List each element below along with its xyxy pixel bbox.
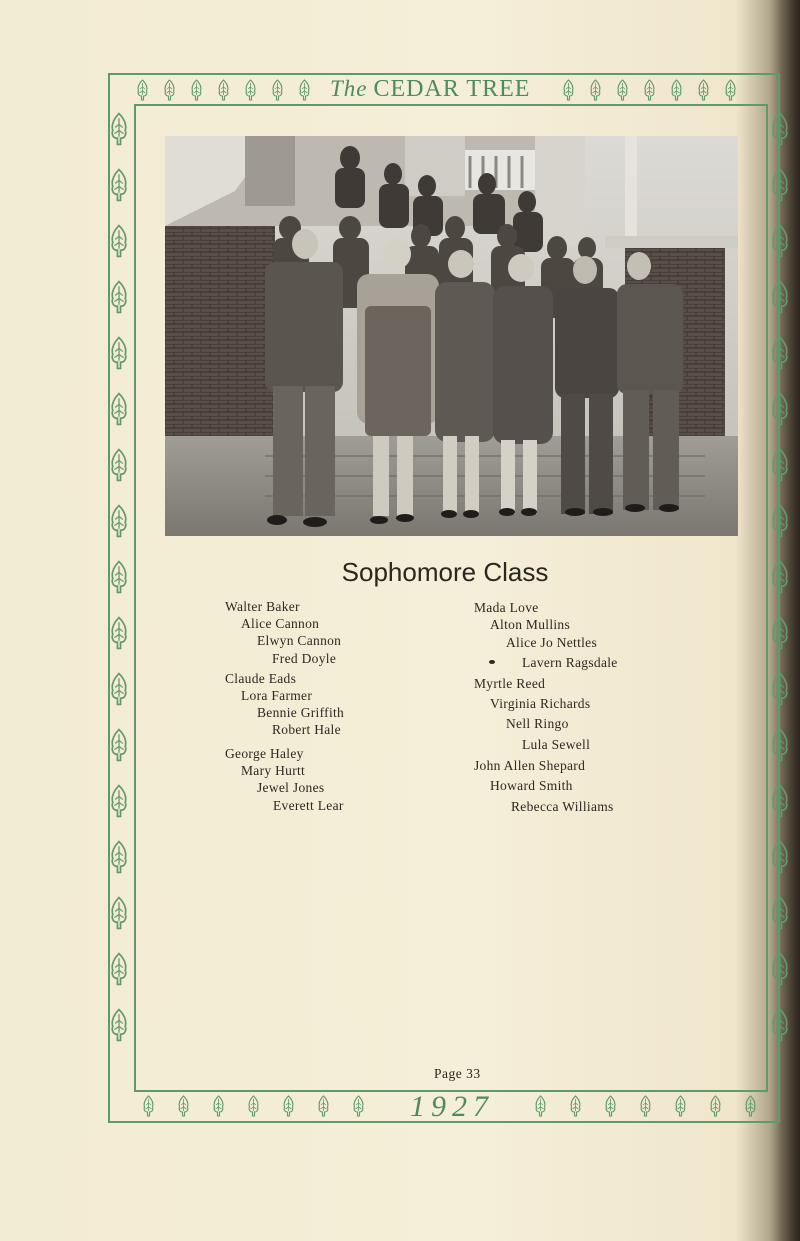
cedar-tree-icon (770, 336, 790, 370)
student-name: Alice Cannon (241, 616, 320, 631)
student-name: Howard Smith (490, 778, 573, 793)
student-name: Everett Lear (273, 798, 344, 813)
student-name: Bennie Griffith (257, 705, 345, 720)
cedar-tree-icon (674, 1095, 687, 1117)
cedar-tree-icon (109, 616, 129, 650)
cedar-tree-icon (770, 392, 790, 426)
bottom-right-ornaments (534, 1095, 757, 1117)
cedar-tree-icon (639, 1095, 652, 1117)
cedar-tree-icon (770, 728, 790, 762)
class-group-photo (165, 136, 738, 536)
cedar-tree-icon (109, 224, 129, 258)
cedar-tree-icon (109, 168, 129, 202)
student-name: Elwyn Cannon (257, 633, 342, 648)
student-name: Walter Baker (225, 599, 300, 614)
cedar-tree-icon (109, 504, 129, 538)
cedar-tree-icon (244, 79, 257, 101)
cedar-tree-icon (177, 1095, 190, 1117)
cedar-tree-icon (643, 79, 656, 101)
cedar-tree-icon (109, 280, 129, 314)
student-name: Virginia Richards (490, 696, 591, 711)
cedar-tree-icon (604, 1095, 617, 1117)
cedar-tree-icon (163, 79, 176, 101)
bottom-left-ornaments (142, 1095, 365, 1117)
cedar-tree-icon (109, 896, 129, 930)
student-name: Lora Farmer (241, 688, 313, 703)
page-title: Sophomore Class (341, 557, 549, 587)
cedar-tree-icon (352, 1095, 365, 1117)
cedar-tree-icon (770, 672, 790, 706)
cedar-tree-icon (562, 79, 575, 101)
cedar-tree-icon (697, 79, 710, 101)
cedar-tree-icon (770, 784, 790, 818)
cedar-tree-icon (616, 79, 629, 101)
cedar-tree-icon (109, 336, 129, 370)
student-name: Claude Eads (225, 671, 297, 686)
cedar-tree-icon (770, 168, 790, 202)
cedar-tree-icon (109, 112, 129, 146)
cedar-tree-icon (770, 560, 790, 594)
cedar-tree-icon (271, 79, 284, 101)
cedar-tree-icon (770, 448, 790, 482)
student-name: Mada Love (474, 600, 539, 615)
cedar-tree-icon (724, 79, 737, 101)
cedar-tree-icon (744, 1095, 757, 1117)
left-ornaments (109, 112, 129, 1042)
yearbook-year: 1927 (410, 1090, 494, 1123)
cedar-tree-icon (770, 280, 790, 314)
cedar-tree-icon (770, 952, 790, 986)
header-prefix: The (330, 76, 368, 101)
cedar-tree-icon (109, 840, 129, 874)
student-name: Fred Doyle (272, 651, 337, 666)
cedar-tree-icon (136, 79, 149, 101)
cedar-tree-icon (109, 560, 129, 594)
cedar-tree-icon (247, 1095, 260, 1117)
cedar-tree-icon (770, 896, 790, 930)
cedar-tree-icon (142, 1095, 155, 1117)
cedar-tree-icon (770, 1008, 790, 1042)
student-name: George Haley (225, 746, 304, 761)
photo-illustration (165, 136, 738, 536)
student-name: Lavern Ragsdale (522, 655, 618, 670)
student-name: Robert Hale (272, 722, 341, 737)
cedar-tree-icon (109, 448, 129, 482)
right-ornaments (770, 112, 790, 1042)
student-name: Lula Sewell (522, 737, 591, 752)
cedar-tree-icon (282, 1095, 295, 1117)
cedar-tree-icon (109, 952, 129, 986)
student-name: Mary Hurtt (241, 763, 306, 778)
student-name: Alton Mullins (490, 617, 571, 632)
cedar-tree-icon (109, 1008, 129, 1042)
cedar-tree-icon (589, 79, 602, 101)
student-name: Alice Jo Nettles (506, 635, 598, 650)
cedar-tree-icon (569, 1095, 582, 1117)
cedar-tree-icon (190, 79, 203, 101)
student-name: John Allen Shepard (474, 758, 586, 773)
yearbook-header (330, 76, 530, 104)
cedar-tree-icon (770, 616, 790, 650)
page-number: Page 33 (434, 1066, 481, 1081)
cedar-tree-icon (770, 112, 790, 146)
student-name: Myrtle Reed (474, 676, 546, 691)
cedar-tree-icon (109, 784, 129, 818)
cedar-tree-icon (770, 840, 790, 874)
cedar-tree-icon (298, 79, 311, 101)
cedar-tree-icon (109, 728, 129, 762)
cedar-tree-icon (770, 224, 790, 258)
cedar-tree-icon (770, 504, 790, 538)
cedar-tree-icon (109, 672, 129, 706)
header-title: CEDAR TREE (373, 76, 531, 102)
cedar-tree-icon (670, 79, 683, 101)
student-name: Rebecca Williams (511, 799, 614, 814)
cedar-tree-icon (109, 392, 129, 426)
top-left-ornaments (136, 79, 311, 101)
ink-speck (489, 660, 495, 664)
cedar-tree-icon (212, 1095, 225, 1117)
student-name: Jewel Jones (257, 780, 325, 795)
student-name: Nell Ringo (506, 716, 569, 731)
top-right-ornaments (562, 79, 737, 101)
cedar-tree-icon (317, 1095, 330, 1117)
cedar-tree-icon (217, 79, 230, 101)
cedar-tree-icon (534, 1095, 547, 1117)
cedar-tree-icon (709, 1095, 722, 1117)
